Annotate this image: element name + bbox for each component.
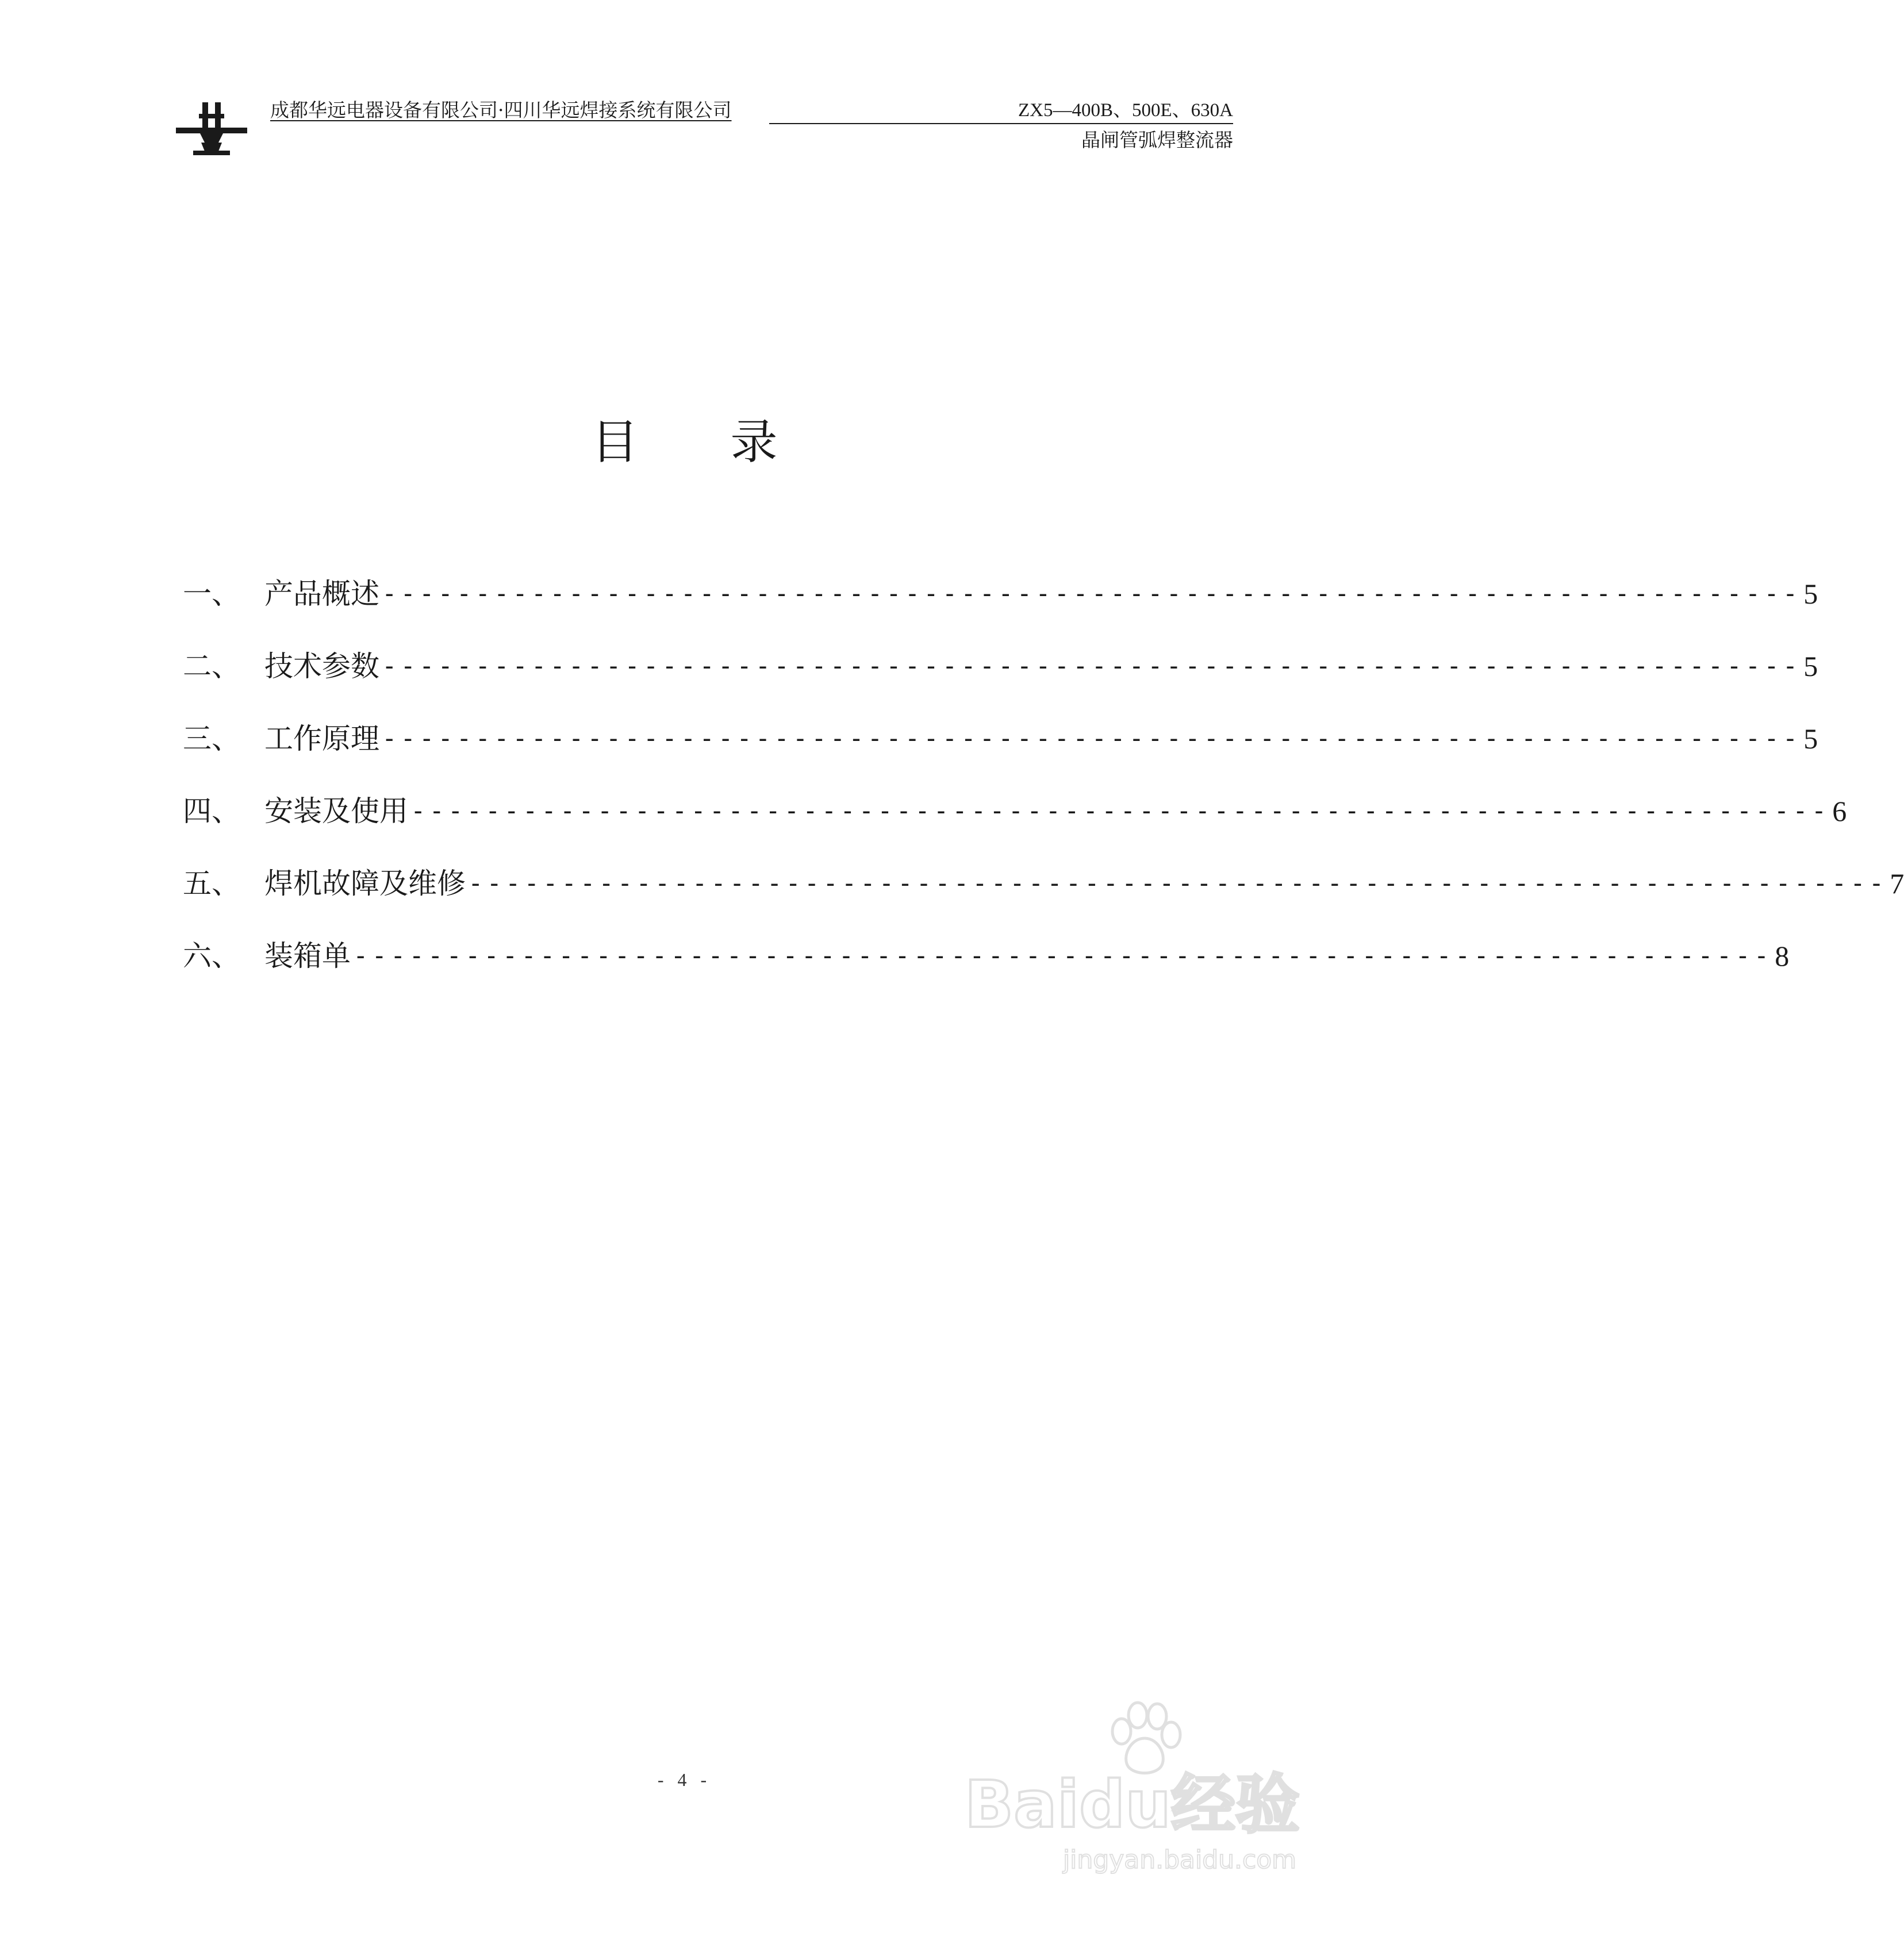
toc-item-label: 焊机故障及维修 xyxy=(264,867,466,900)
company-name-chengdu: 成都华远电器设备有限公司 xyxy=(270,99,498,121)
toc-item[interactable] xyxy=(183,630,1818,702)
toc-item[interactable] xyxy=(183,847,1904,920)
page-number: - 4 - xyxy=(657,1769,712,1790)
paw-icon xyxy=(1104,1701,1185,1776)
toc-item-label: 装箱单 xyxy=(264,939,351,973)
toc-item-number: 六、 xyxy=(183,939,240,973)
toc-item-number: 四、 xyxy=(183,794,240,828)
toc-item-number: 一、 xyxy=(183,577,240,610)
toc-item-page: 5 xyxy=(1803,723,1818,755)
header-rule xyxy=(769,123,1233,124)
toc-leader: ---------------------------------------------------------------------------- xyxy=(468,869,1888,898)
toc-item[interactable] xyxy=(183,775,1847,847)
toc-item-label: 安装及使用 xyxy=(264,794,408,828)
company-separator: · xyxy=(498,99,504,121)
toc-item-label: 技术参数 xyxy=(264,650,379,683)
table-of-contents xyxy=(183,558,1904,992)
toc-item-number: 三、 xyxy=(183,722,240,755)
header-model: ZX5—400B、500E、630A xyxy=(1018,100,1233,121)
title-char-1: 目 xyxy=(591,415,639,470)
toc-leader: ---------------------------------------------------------------------------- xyxy=(353,941,1773,970)
baidu-watermark xyxy=(964,1701,1300,1874)
toc-item-page: 7 xyxy=(1890,867,1904,900)
toc-item-page: 5 xyxy=(1803,650,1818,682)
company-name-sichuan: 四川华远焊接系统有限公司 xyxy=(504,99,732,121)
toc-item-page: 5 xyxy=(1803,578,1818,610)
company-logo-icon xyxy=(176,102,247,155)
watermark-brand: Baidu经验 xyxy=(964,1768,1300,1842)
toc-leader: ---------------------------------------------------------------------------- xyxy=(382,579,1802,608)
title-char-2: 录 xyxy=(730,415,778,470)
toc-leader: ---------------------------------------------------------------------------- xyxy=(382,651,1802,681)
toc-item-page: 8 xyxy=(1775,940,1790,972)
toc-item-number: 二、 xyxy=(183,650,240,683)
toc-leader: ---------------------------------------------------------------------------- xyxy=(410,796,1830,825)
watermark-url: jingyan.baidu.com xyxy=(1062,1845,1296,1874)
toc-item[interactable] xyxy=(183,702,1818,775)
toc-item-label: 工作原理 xyxy=(264,722,379,755)
toc-leader: ---------------------------------------------------------------------------- xyxy=(382,724,1802,753)
toc-item[interactable] xyxy=(183,558,1818,630)
toc-item-number: 五、 xyxy=(183,867,240,900)
toc-item[interactable] xyxy=(183,920,1790,992)
header-product-name: 晶闸管弧焊整流器 xyxy=(1081,129,1233,151)
toc-item-label: 产品概述 xyxy=(264,577,379,610)
page-title xyxy=(0,414,1369,471)
toc-item-page: 6 xyxy=(1832,795,1847,827)
